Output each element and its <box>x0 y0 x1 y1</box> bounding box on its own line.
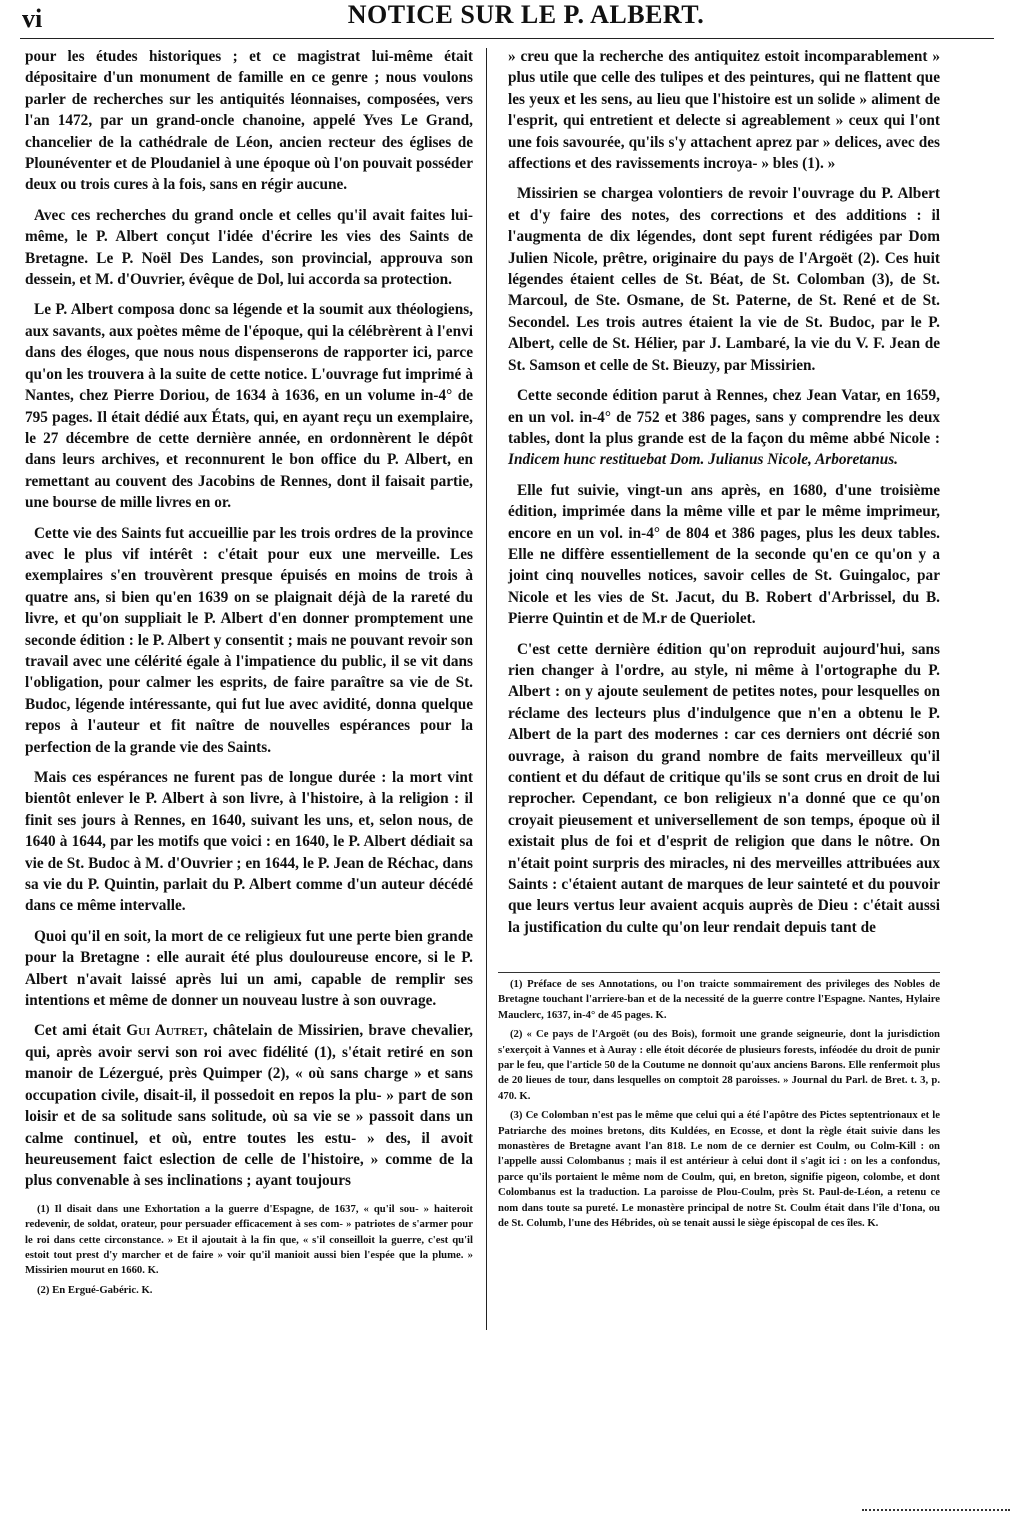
header-rule <box>20 38 994 39</box>
paragraph: Quoi qu'il en soit, la mort de ce religieux fut une perte bien grande pour la Bretagne : elle aurait été plus douloureuse encore, si le P. Albert n'avait laissé après lui un ami, capable de remplir ses intentions et même de donner un nouveau lustre à son ouvrage. <box>25 927 473 1010</box>
paragraph: Missirien se chargea volontiers de revoir l'ouvrage du P. Albert et d'y faire des notes, des corrections et des additions : il l'augmenta de dix légendes, dont sept furent rédigées par Dom Julien Nicole, prêtre, originaire du pays de l'Argoët (2). Ces huit légendes étaient celles de St. Béat, de St. Colomban (3), de St. Marcoul, de Ste. Osmane, de St. Paterne, de St. René et de St. Secondel. Les trois autres étaient la vie de St. Budoc, par le P. Albert, celle de St. Hélier, par J. Lambaré, la vie du V. F. Jean de St. Samson et celle de St. Bieuzy, par Missirien. <box>508 185 940 374</box>
paragraph: Mais ces espérances ne furent pas de longue durée : la mort vint bientôt enlever le P. Albert à son livre, à l'histoire, à la religion : il finit ses jours à Rennes, en 1640, suivant les uns, et, selon nous, de 1640 à 1644, par les motifs que voici : en 1640, le P. Albert dédiait sa vie de St. Budoc à M. d'Ouvrier ; en 1644, le P. Jean de Réchac, dans sa vie du P. Quintin, parlait du P. Albert comme d'un auteur décédé dans ce même intervalle. <box>25 769 473 915</box>
right-column <box>508 46 940 947</box>
column-divider <box>486 48 487 1330</box>
footnote: (3) Ce Colomban n'est pas le même que celui qui a été l'apôtre des Pictes septentrionaux et le Patriarche des moines bretons, dits Kuldées, en Ecosse, et dont la règle était suivie dans les monastères de Bretagne avant l'an 818. Le nom de ce dernier est Coulm, ou Colm-Kill : on l'appelle aussi Colombanus ; mais il est antérieur à celui dont il s'agit ici : on les a confondus, parce qu'ils portaient le même nom de Coulm, qui, en breton, signifie pigeon, colombe, et dont Colombanus est la traduction. La paroisse de Plou-Coulm, près St. Paul-de-Léon, a retenu ce nom dans toute sa pureté. Le monastère principal de notre St. Coulm était dans l'île d'Iona, ou de St. Columb, l'une des Hébrides, où se tenait aussi le siège épiscopal de ces îles. K. <box>498 1109 940 1230</box>
bottom-dotted-mark <box>862 1509 1010 1511</box>
paragraph <box>25 1020 473 1191</box>
person-name: Gui Autret <box>126 1022 204 1040</box>
right-column-body <box>508 46 940 938</box>
left-column-body <box>25 46 473 1192</box>
left-column <box>25 46 473 1302</box>
footnote: (1) Préface de ses Annotations, ou l'on traicte sommairement des privileges des Nobles de Bretagne touchant l'arriere-ban et de la necessité de la guerre contre l'Espagne. Nantes, Hylaire Mauclerc, 1637, in-4° de 45 pages. K. <box>498 978 940 1021</box>
footnote: (1) Il disait dans une Exhortation a la guerre d'Espagne, de 1637, « qu'il sou- » haiteroit redevenir, de soldat, orateur, pour persuader efficacement à ses com- » patriotes de s'armer pour le roi dans cette circonstance. » Et il ajoutait à la fin que, « s'il conseilloit la guerre, c'est qu'il estoit tout prest d'y marcher et de faire » voir qu'il manioit aussi bien l'espée que la plume. » Missirien mourut en 1660. K. <box>25 1202 473 1277</box>
paragraph-text: Cet ami était <box>34 1022 127 1040</box>
footnote: (2) En Ergué-Gabéric. K. <box>37 1283 153 1296</box>
running-title: NOTICE SUR LE P. ALBERT. <box>347 0 705 29</box>
paragraph: Le P. Albert composa donc sa légende et la soumit aux théologiens, aux savants, aux poètes même de l'époque, qui la célébrèrent à l'envi dans des éloges, que nous nous dispenserons de rapporter ici, parce qu'on les trouvera à la suite de cette notice. L'ouvrage fut imprimé à Nantes, chez Pierre Doriou, de 1634 à 1636, en un volume in-4° de 795 pages. Il était dédié aux États, qui, en ayant reçu un exemplaire, le 27 décembre de cette dernière année, en ordonnèrent le dépôt dans leurs archives, et reconnurent le bon office du P. Albert, en remettant au couvent des Jacobins de Rennes, dont il faisait partie, une bourse de mille livres en or. <box>25 301 473 512</box>
paragraph: Avec ces recherches du grand oncle et celles qu'il avait faites lui-même, le P. Albert conçut l'idée d'écrire les vies des Saints de Bretagne. Le P. Noël Des Landes, son provincial, approuva son dessein, et M. d'Ouvrier, évêque de Dol, lui accorda sa protection. <box>25 206 473 289</box>
paragraph <box>508 385 940 471</box>
footnote: (2) « Ce pays de l'Argoët (ou des Bois), formoit une grande seigneurie, dont la jurisdiction s'exerçoit à Vannes et à Auray : elle étoit décorée de plusieurs forests, inféodée du droit de punir par le feu, que l'article 50 de la Coutume ne donnoit qu'aux anciens Barons. Elle renfermoit plus de 20 lieues de tour, dans lesquelles on comptoit 28 paroisses. » Journal du Parl. de Bret. t. 3, p. 470. K. <box>498 1028 940 1102</box>
paragraph-text: , châtelain de Missirien, brave chevalier, qui, après avoir servi son roi avec fidélité (1), s'était retiré en son manoir de Lézergué, près Quimper (2), « où sans charge » et sans occupation civile, disait-il, il possedoit en repos la plu- » part de son loisir et de sa solitude sans solitude, où sa vie se » passoit dans un calme continuel, et où, entre toutes les estu- » des, il avoit heureusement faict eslection de celle de l'histoire, » comme de la plus convenable à ses inclinations ; ayant toujours <box>25 1022 473 1190</box>
paragraph-text: Cette seconde édition parut à Rennes, chez Jean Vatar, en 1659, en un vol. in-4° de 752 et 386 pages, sans y comprendre les deux tables, dont la plus grande est de la façon du même abbé Nicole : <box>508 387 940 447</box>
paragraph: » creu que la recherche des antiquitez estoit incomparablement » plus utile que celle des tulipes et des peintures, qui ne flattent que les yeux et les sens, au lieu que l'histoire est un solide » aliment de l'esprit, qui entretient et delecte si agreablement » ceux qui l'ont une fois savourée, qu'ils s'y attachent aprez par » delices, avec des affections et des ravissements incroya- » bles (1). » <box>508 48 940 173</box>
right-footnotes <box>498 972 940 1236</box>
left-footnotes <box>25 1202 473 1298</box>
paragraph: pour les études historiques ; et ce magistrat lui-même était dépositaire d'un monument de famille en ce genre ; nous voulons parler de recherches sur les antiquités léonnaises, composées, vers l'an 1472, par un grand-oncle chanoine, appelé Yves Le Grand, chancelier de la cathédrale de Léon, ancien recteur des églises de Plounéventer et de Ploudaniel à une époque où l'on pouvait posséder deux ou trois cures à la fois, sans en régir aucune. <box>25 48 473 194</box>
footnote-rule <box>498 972 940 973</box>
paragraph: Cette vie des Saints fut accueillie par les trois ordres de la province avec le plus vif intérêt : c'était pour eux une merveille. Les exemplaires s'en trouvèrent presque épuisés en moins de trois à quatre ans, si bien qu'en 1639 on se plaignait déjà de la rareté du livre, et qu'on suppliait le P. Albert d'en donner promptement une seconde édition : le P. Albert y consentit ; mais ne pouvant revoir son travail avec une célérité égale à l'impatience du public, il se vit dans l'obligation, pour calmer les esprits, de faire paraître sa vie de St. Budoc, légende intéressante, qui fut lue avec avidité, donna quelque repos à l'auteur et fit naître de nouvelles espérances pour la perfection de la grande vie des Saints. <box>25 524 473 756</box>
page-number: vi <box>22 4 43 33</box>
latin-quote: Indicem hunc restituebat Dom. Julianus Nicole, Arboretanus. <box>508 451 898 469</box>
paragraph: C'est cette dernière édition qu'on reproduit aujourd'hui, sans rien changer à l'ordre, au style, ni même à l'ortographe du P. Albert : on y ajoute seulement de petites notes, pour lesquelles on réclame des lecteurs plus d'indulgence que n'en a obtenu le P. Albert de la part des modernes : car ces derniers ont décrié son ouvrage, à raison du grand nombre de faits merveilleux qu'il contient et du défaut de critique qu'ils se sont crus en droit de lui reprocher. Cependant, ce bon religieux n'a donné que ce qu'on croyait pieusement et universellement de son temps, époque où il existait plus de foi et d'esprit de religion que dans le nôtre. On n'était point surpris des miracles, ni des merveilles attribuées aux Saints : c'étaient autant de marques de leur sainteté et du pouvoir que leurs vertus leur avaient acquis auprès de Dieu : c'était aussi la justification du culte qu'on leur rendait depuis tant de <box>508 640 940 936</box>
paragraph: Elle fut suivie, vingt-un ans après, en 1680, d'une troisième édition, imprimée dans la même ville et par le même imprimeur, encore en un vol. in-4° de 804 et 386 pages, plus les deux tables. Elle ne diffère essentiellement de la seconde qu'en ce qu'on y a joint cinq nouvelles notices, savoir celles de St. Guingaloc, par Nicole et les vies de St. Jacut, du B. Robert d'Arbrissel, du B. Pierre Quintin et de M.r de Queriolet. <box>508 481 940 628</box>
